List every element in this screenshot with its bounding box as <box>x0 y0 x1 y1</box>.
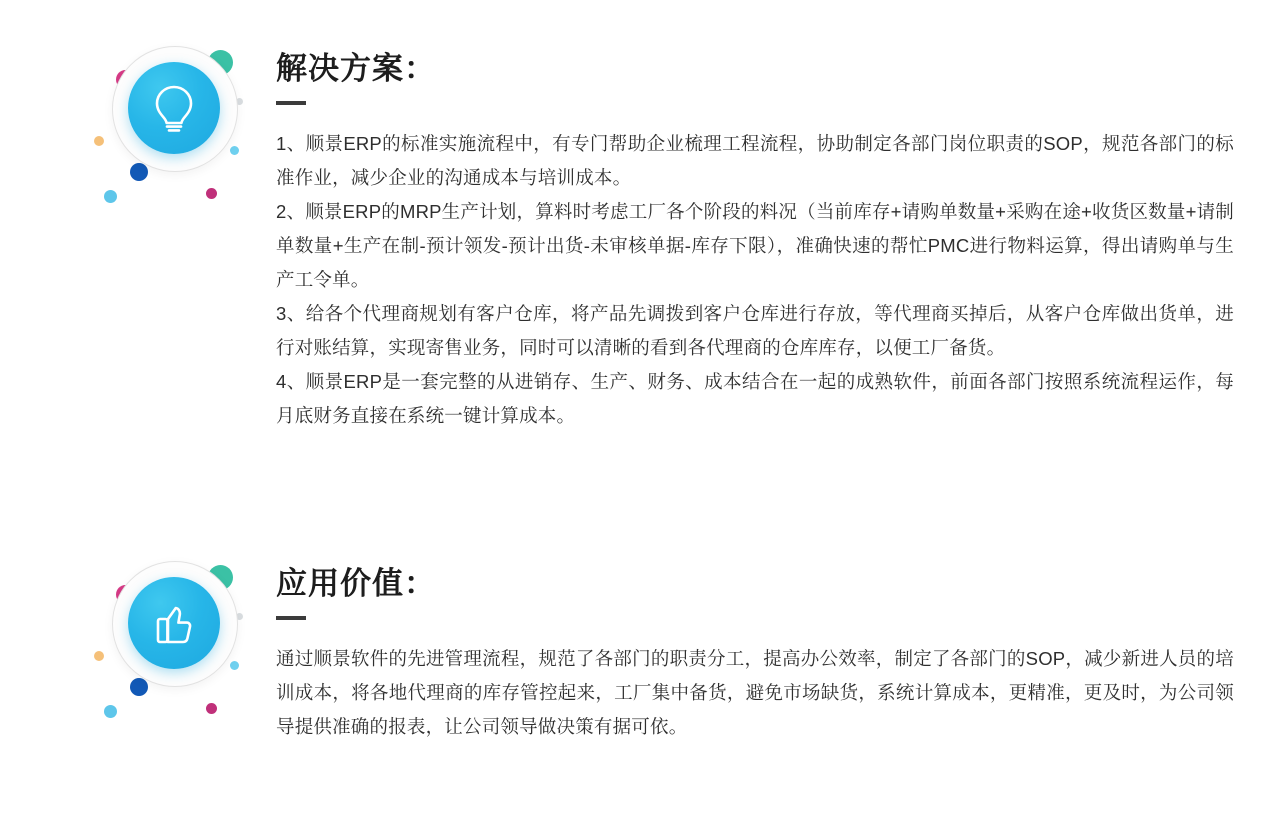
solution-content <box>276 50 1234 433</box>
value-icon-block <box>88 543 258 713</box>
value-content <box>276 565 1234 744</box>
value-body <box>276 642 1234 744</box>
solution-icon-block <box>88 28 258 198</box>
dot-cyan-small <box>104 705 117 718</box>
dot-orange-small <box>94 136 104 146</box>
value-heading: 应用价值： <box>276 566 436 601</box>
dot-orange-small <box>94 651 104 661</box>
value-paragraph-1: 通过顺景软件的先进管理流程，规范了各部门的职责分工，提高办公效率，制定了各部门的SOP，减少新进人员的培训成本，将各地代理商的库存管控起来，工厂集中备货，避免市场缺货，系统计算成本，更精准，更及时，为公司领导提供准确的报表，让公司领导做决策有据可依。 <box>276 648 1234 738</box>
dot-blue-large <box>130 163 148 181</box>
solution-paragraph-2: 2、顺景ERP的MRP生产计划，算料时考虑工厂各个阶段的料况（当前库存+请购单数量+采购在途+收货区数量+请制单数量+生产在制-预计领发-预计出货-未审核单据-库存下限），准确快速的帮忙PMC进行物料运算，得出请购单与生产工令单。 <box>276 201 1234 291</box>
solution-paragraph-4: 4、顺景ERP是一套完整的从进销存、生产、财务、成本结合在一起的成熟软件，前面各部门按照系统流程运作，每月底财务直接在系统一键计算成本。 <box>276 371 1234 427</box>
dot-magenta-small <box>206 703 217 714</box>
solution-paragraph-1: 1、顺景ERP的标准实施流程中，有专门帮助企业梳理工程流程，协助制定各部门岗位职责的SOP，规范各部门的标准作业，减少企业的沟通成本与培训成本。 <box>276 133 1234 189</box>
heading-rule <box>276 101 306 105</box>
dot-blue-large <box>130 678 148 696</box>
thumbs-up-icon <box>128 577 220 669</box>
lightbulb-icon <box>128 62 220 154</box>
heading-rule <box>276 616 306 620</box>
dot-magenta-small <box>206 188 217 199</box>
solution-paragraph-3: 3、给各个代理商规划有客户仓库，将产品先调拨到客户仓库进行存放，等代理商买掉后，从客户仓库做出货单，进行对账结算，实现寄售业务，同时可以清晰的看到各代理商的仓库库存，以便工厂备货。 <box>276 303 1234 359</box>
solution-heading: 解决方案： <box>276 51 436 86</box>
dot-cyan-xsmall <box>230 146 239 155</box>
solution-body <box>276 127 1234 433</box>
dot-cyan-xsmall <box>230 661 239 670</box>
dot-cyan-small <box>104 190 117 203</box>
